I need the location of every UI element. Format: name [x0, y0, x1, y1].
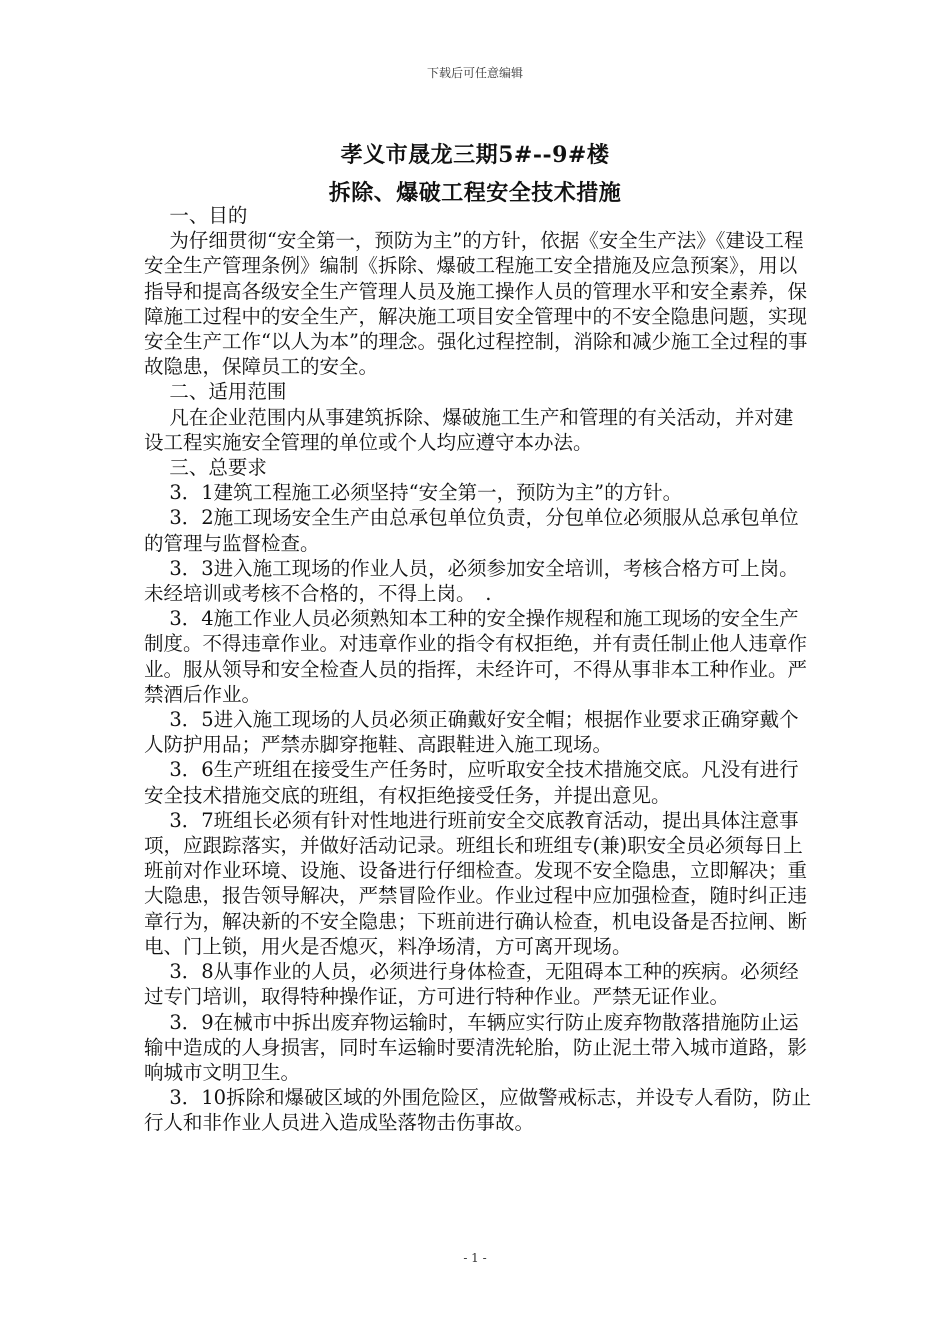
document-title-line-1: 孝义市晟龙三期5#--9#楼 — [340, 142, 610, 168]
requirement-3-9: 3．9在械市中拆出废弃物运输时，车辆应实行防止废弃物散落措施防止运输中造成的人身损害，同时车运输时要清洗轮胎，防止泥土带入城市道路，影响城市文明卫生。 — [144, 1010, 808, 1084]
paragraph-scope: 凡在企业范围内从事建筑拆除、爆破施工生产和管理的有关活动，并对建设工程实施安全管理的单位或个人均应遵守本办法。 — [144, 405, 794, 454]
document-body — [144, 203, 812, 1136]
requirement-3-1: 3．1建筑工程施工必须坚持“安全第一，预防为主”的方针。 — [169, 481, 683, 505]
requirement-3-6: 3．6生产班组在接受生产任务时，应听取安全技术措施交底。凡没有进行安全技术措施交底的班组，有权拒绝接受任务，并提出意见。 — [144, 758, 799, 807]
requirement-3-5: 3．5进入施工现场的人员必须正确戴好安全帽；根据作业要求正确穿戴个人防护用品；严禁赤脚穿拖鞋、高跟鞋进入施工现场。 — [144, 708, 799, 757]
section-heading-scope: 二、适用范围 — [169, 380, 287, 404]
requirement-3-8: 3．8从事作业的人员，必须进行身体检查，无阻碍本工种的疾病。必须经过专门培训，取得特种操作证，方可进行特种作业。严禁无证作业。 — [144, 960, 799, 1009]
requirement-3-10: 3．10拆除和爆破区域的外围危险区，应做警戒标志，并设专人看防，防止行人和非作业人员进入造成坠落物击伤事故。 — [144, 1086, 812, 1135]
paragraph-purpose: 为仔细贯彻“安全第一，预防为主”的方针，依据《安全生产法》《建设工程安全生产管理条例》编制《拆除、爆破工程施工安全措施及应急预案》，用以指导和提高各级安全生产管理人员及施工操作人员的管理水平和安全素养，保障施工过程中的安全生产，解决施工项目安全管理中的不安全隐患问题，实现安全生产工作“以人为本”的理念。强化过程控制，消除和减少施工全过程的事故隐患，保障员工的安全。 — [144, 229, 808, 379]
requirement-3-3: 3．3进入施工现场的作业人员，必须参加安全培训，考核合格方可上岗。未经培训或考核不合格的，不得上岗。 . — [144, 556, 799, 606]
section-heading-purpose: 一、目的 — [169, 204, 248, 227]
page-header: 下载后可任意编辑 — [426, 66, 523, 80]
requirement-3-7: 3．7班组长必须有针对性地进行班前安全交底教育活动，提出具体注意事项，应跟踪落实，并做好活动记录。班组长和班组专(兼)职安全员必须每日上班前对作业环境、设施、设备进行仔细检查。发现不安全隐患，立即解决；重大隐患，报告领导解决，严禁冒险作业。作业过程中应加强检查，随时纠正违章行为，解决新的不安全隐患；下班前进行确认检查，机电设备是否拉闸、断电、门上锁，用火是否熄灭，料净场清，方可离开现场。 — [144, 808, 808, 958]
requirement-3-2: 3．2施工现场安全生产由总承包单位负责，分包单位必须服从总承包单位的管理与监督检查。 — [144, 506, 799, 555]
section-heading-general-requirements: 三、总要求 — [169, 456, 267, 480]
page-number: - 1 - — [463, 1251, 487, 1265]
document-title-line-2: 拆除、爆破工程安全技术措施 — [328, 180, 622, 206]
requirement-3-4: 3．4施工作业人员必须熟知本工种的安全操作规程和施工现场的安全生产制度。不得违章作业。对违章作业的指令有权拒绝，并有责任制止他人违章作业。服从领导和安全检查人员的指挥，未经许可，不得从事非本工种作业。严禁酒后作业。 — [144, 607, 808, 706]
